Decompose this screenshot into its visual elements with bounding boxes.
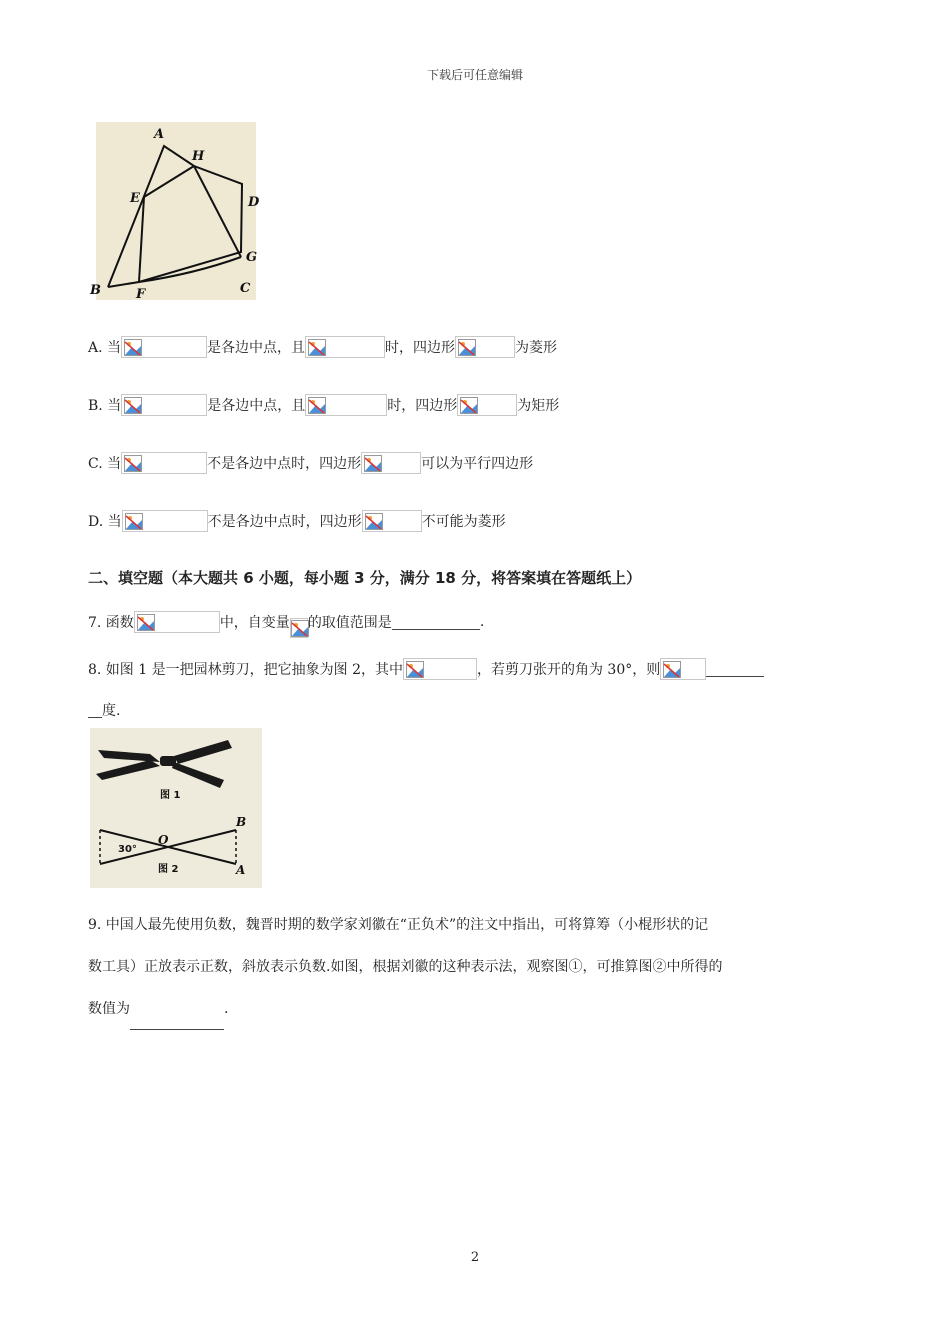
label-A: A: [154, 127, 165, 142]
label-G: G: [246, 250, 258, 265]
answer-blank[interactable]: [130, 1009, 224, 1030]
broken-image-icon: [121, 394, 207, 416]
option-b: B. 当 是各边中点，且 时，四边形 为矩形: [88, 394, 559, 416]
angle-label: 30°: [118, 844, 137, 855]
question-8-cont: 度.: [88, 700, 120, 720]
label-E: E: [130, 191, 140, 206]
broken-image-icon: [121, 452, 207, 474]
answer-blank[interactable]: [706, 662, 764, 677]
option-d: D. 当 不是各边中点时，四边形 不可能为菱形: [88, 510, 506, 532]
broken-image-icon: [121, 336, 207, 358]
quadrilateral-figure: [84, 122, 270, 304]
broken-image-icon: [455, 336, 515, 358]
broken-image-icon: [403, 658, 477, 680]
label-F: F: [136, 287, 146, 302]
broken-image-icon: [290, 618, 308, 638]
label-B: B: [236, 815, 247, 829]
question-7: 7. 函数 中，自变量 的取值范围是 .: [88, 606, 484, 638]
fig2-label: 图 2: [158, 864, 179, 875]
page-header: 下载后可任意编辑: [426, 68, 523, 82]
question-9: 9. 中国人最先使用负数，魏晋时期的数学家刘徽在“正负术”的注文中指出，可将算筹（小棍形状的记 数工具）正放表示正数，斜放表示负数.如图，根据刘徽的这种表示法，观察图①，可推算图②中所得的 数值为 .: [88, 904, 858, 1030]
answer-blank[interactable]: [392, 615, 480, 630]
section-heading: 二、填空题（本大题共 6 小题，每小题 3 分，满分 18 分，将答案填在答题纸上）: [88, 569, 642, 587]
broken-image-icon: [660, 658, 706, 680]
broken-image-icon: [362, 510, 422, 532]
page-number: 2: [470, 1250, 480, 1265]
broken-image-icon: [305, 336, 385, 358]
option-a: A. 当 是各边中点，且 时，四边形 为菱形: [88, 336, 557, 358]
label-C: C: [240, 281, 251, 296]
broken-image-icon: [457, 394, 517, 416]
label-A: A: [236, 863, 246, 877]
label-B: B: [90, 283, 101, 298]
broken-image-icon: [122, 510, 208, 532]
label-H: H: [192, 149, 205, 164]
label-D: D: [248, 195, 260, 210]
fig1-label: 图 1: [160, 790, 181, 801]
option-c: C. 当 不是各边中点时，四边形 可以为平行四边形: [88, 452, 533, 474]
broken-image-icon: [305, 394, 387, 416]
label-O: O: [158, 833, 169, 847]
question-8: 8. 如图 1 是一把园林剪刀，把它抽象为图 2，其中 ，若剪刀张开的角为 30°，则: [88, 658, 764, 680]
answer-blank-cont[interactable]: [88, 703, 102, 718]
broken-image-icon: [361, 452, 421, 474]
scissors-figure: [90, 728, 262, 888]
broken-image-icon: [134, 611, 220, 633]
